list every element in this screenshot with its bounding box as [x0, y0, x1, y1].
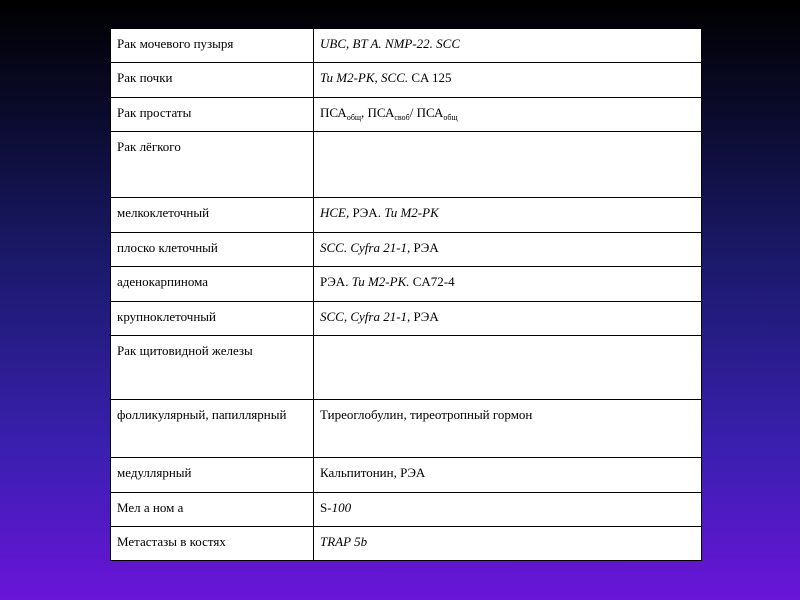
marker-cell [314, 267, 702, 302]
marker-cell [314, 63, 702, 98]
separator: / [409, 105, 417, 120]
marker-cell: TRAP 5b [314, 527, 702, 561]
marker-text: SCC. Cyfra 21-1, [320, 240, 411, 255]
cancer-type-cell: Рак мочевого пузыря [111, 29, 314, 63]
cancer-type-cell: Рак почки [111, 63, 314, 98]
tumor-markers-table [110, 28, 702, 561]
cancer-type-cell: плоско клеточный [111, 233, 314, 267]
marker-cell [314, 198, 702, 233]
marker-cell [314, 98, 702, 132]
table-row [111, 98, 702, 132]
marker-cell [314, 132, 702, 198]
cancer-type-cell: Рак щитовидной железы [111, 336, 314, 400]
table-row [111, 63, 702, 98]
cancer-type-cell: Метастазы в костях [111, 527, 314, 561]
cancer-type-cell: Мел а ном а [111, 493, 314, 527]
marker-text: РЭА [410, 309, 439, 324]
cancer-type-cell: фолликулярный, папиллярный [111, 400, 314, 458]
marker-text: SCC, Cyfra 21-1, [320, 309, 411, 324]
table-row [111, 132, 702, 198]
marker-text: Tu M2-PK [380, 205, 439, 220]
marker-cell: Кальпитонин, РЭА [314, 458, 702, 493]
table-row [111, 400, 702, 458]
table-row [111, 198, 702, 233]
cancer-type-cell: аденокарпинома [111, 267, 314, 302]
table-row [111, 302, 702, 336]
marker-text: 100 [331, 500, 352, 515]
cancer-type-cell: мелкоклеточный [111, 198, 314, 233]
cancer-type-cell: крупноклеточный [111, 302, 314, 336]
marker-text: CA72-4 [409, 274, 455, 289]
psa-total-sub: общ [443, 113, 458, 122]
table-row [111, 493, 702, 527]
marker-text: Tu M2-PK. [348, 274, 410, 289]
marker-cell [314, 233, 702, 267]
marker-cell [314, 302, 702, 336]
psa-free: ПСА [367, 105, 395, 120]
table-row [111, 233, 702, 267]
table-row [111, 29, 702, 63]
table-row [111, 527, 702, 561]
table-row [111, 267, 702, 302]
marker-text: РЭА. [320, 274, 349, 289]
table-row [111, 336, 702, 400]
marker-cell [314, 336, 702, 400]
marker-text: Tu M2-PK, SCC. [320, 70, 409, 85]
marker-text: CA 125 [408, 70, 452, 85]
table-row [111, 458, 702, 493]
marker-text: HCE, [320, 205, 350, 220]
psa-total: ПСА [320, 105, 347, 120]
marker-text: S- [320, 500, 332, 515]
psa-free-sub: своб [394, 113, 410, 122]
psa-total: ПСА [416, 105, 444, 120]
psa-total-sub: общ [346, 113, 362, 122]
marker-text: РЭА [410, 240, 439, 255]
marker-text: РЭА. [349, 205, 381, 220]
separator: , [361, 105, 368, 120]
cancer-type-cell: Рак простаты [111, 98, 314, 132]
cancer-type-cell: Рак лёгкого [111, 132, 314, 198]
marker-cell: Тиреоглобулин, тиреотропный гормон [314, 400, 702, 458]
cancer-type-cell: медуллярный [111, 458, 314, 493]
marker-cell: UBC, BT A. NMP-22. SCC [314, 29, 702, 63]
marker-cell [314, 493, 702, 527]
